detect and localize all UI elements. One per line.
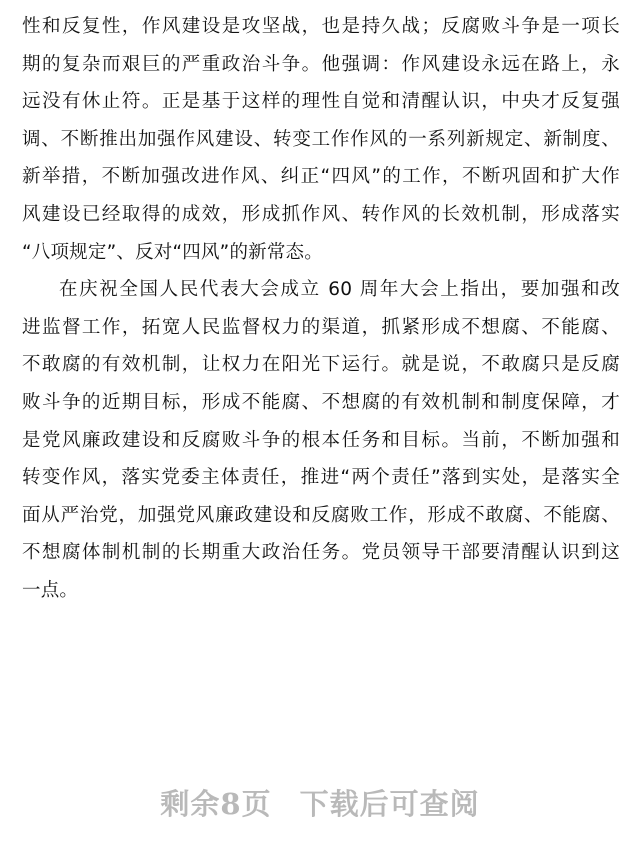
- text-line: 不敢腐的有效机制，让权力在阳光下运行。就是说，不敢腐只是反腐: [22, 354, 620, 376]
- text-line: 是党风廉政建设和反腐败斗争的根本任务和目标。当前，不断加强和: [22, 429, 620, 451]
- download-to-read-banner[interactable]: [0, 782, 640, 823]
- paragraph-2: [22, 271, 620, 609]
- text-line: 在庆祝全国人民代表大会成立 60 周年大会上指出，要加强和改: [59, 279, 620, 301]
- text-line: 不想腐体制机制的长期重大政治任务。党员领导干部要清醒认识到这: [22, 542, 620, 564]
- remaining-pages-label: 剩余8页: [160, 787, 272, 821]
- text-line: 败斗争的近期目标，形成不能腐、不想腐的有效机制和制度保障，才: [22, 391, 620, 413]
- text-line: 远没有休止符。正是基于这样的理性自觉和清醒认识，中央才反复强: [22, 91, 620, 113]
- text-line: 性和反复性，作风建设是攻坚战，也是持久战；反腐败斗争是一项长: [22, 16, 620, 37]
- text-line: 新举措，不断加强改进作风、纠正“四风”的工作，不断巩固和扩大作: [22, 166, 620, 188]
- text-line: 一点。: [22, 579, 79, 601]
- text-line: 进监督工作，拓宽人民监督权力的渠道，抓紧形成不想腐、不能腐、: [22, 316, 620, 338]
- text-line: 面从严治党，加强党风廉政建设和反腐败工作，形成不敢腐、不能腐、: [22, 504, 620, 526]
- paragraph-1: [22, 8, 620, 271]
- text-line: 调、不断推出加强作风建设、转变工作作风的一系列新规定、新制度、: [22, 128, 620, 150]
- text-line: 期的复杂而艰巨的严重政治斗争。他强调：作风建设永远在路上，永: [22, 53, 620, 75]
- document-body: [22, 8, 620, 610]
- text-line: 转变作风，落实党委主体责任，推进“两个责任”落到实处，是落实全: [22, 467, 620, 489]
- text-line: “八项规定”、反对“四风”的新常态。: [22, 241, 323, 263]
- text-line: 风建设已经取得的成效，形成抓作风、转作风的长效机制，形成落实: [22, 203, 620, 225]
- download-prompt-label: 下载后可查阅: [299, 787, 480, 821]
